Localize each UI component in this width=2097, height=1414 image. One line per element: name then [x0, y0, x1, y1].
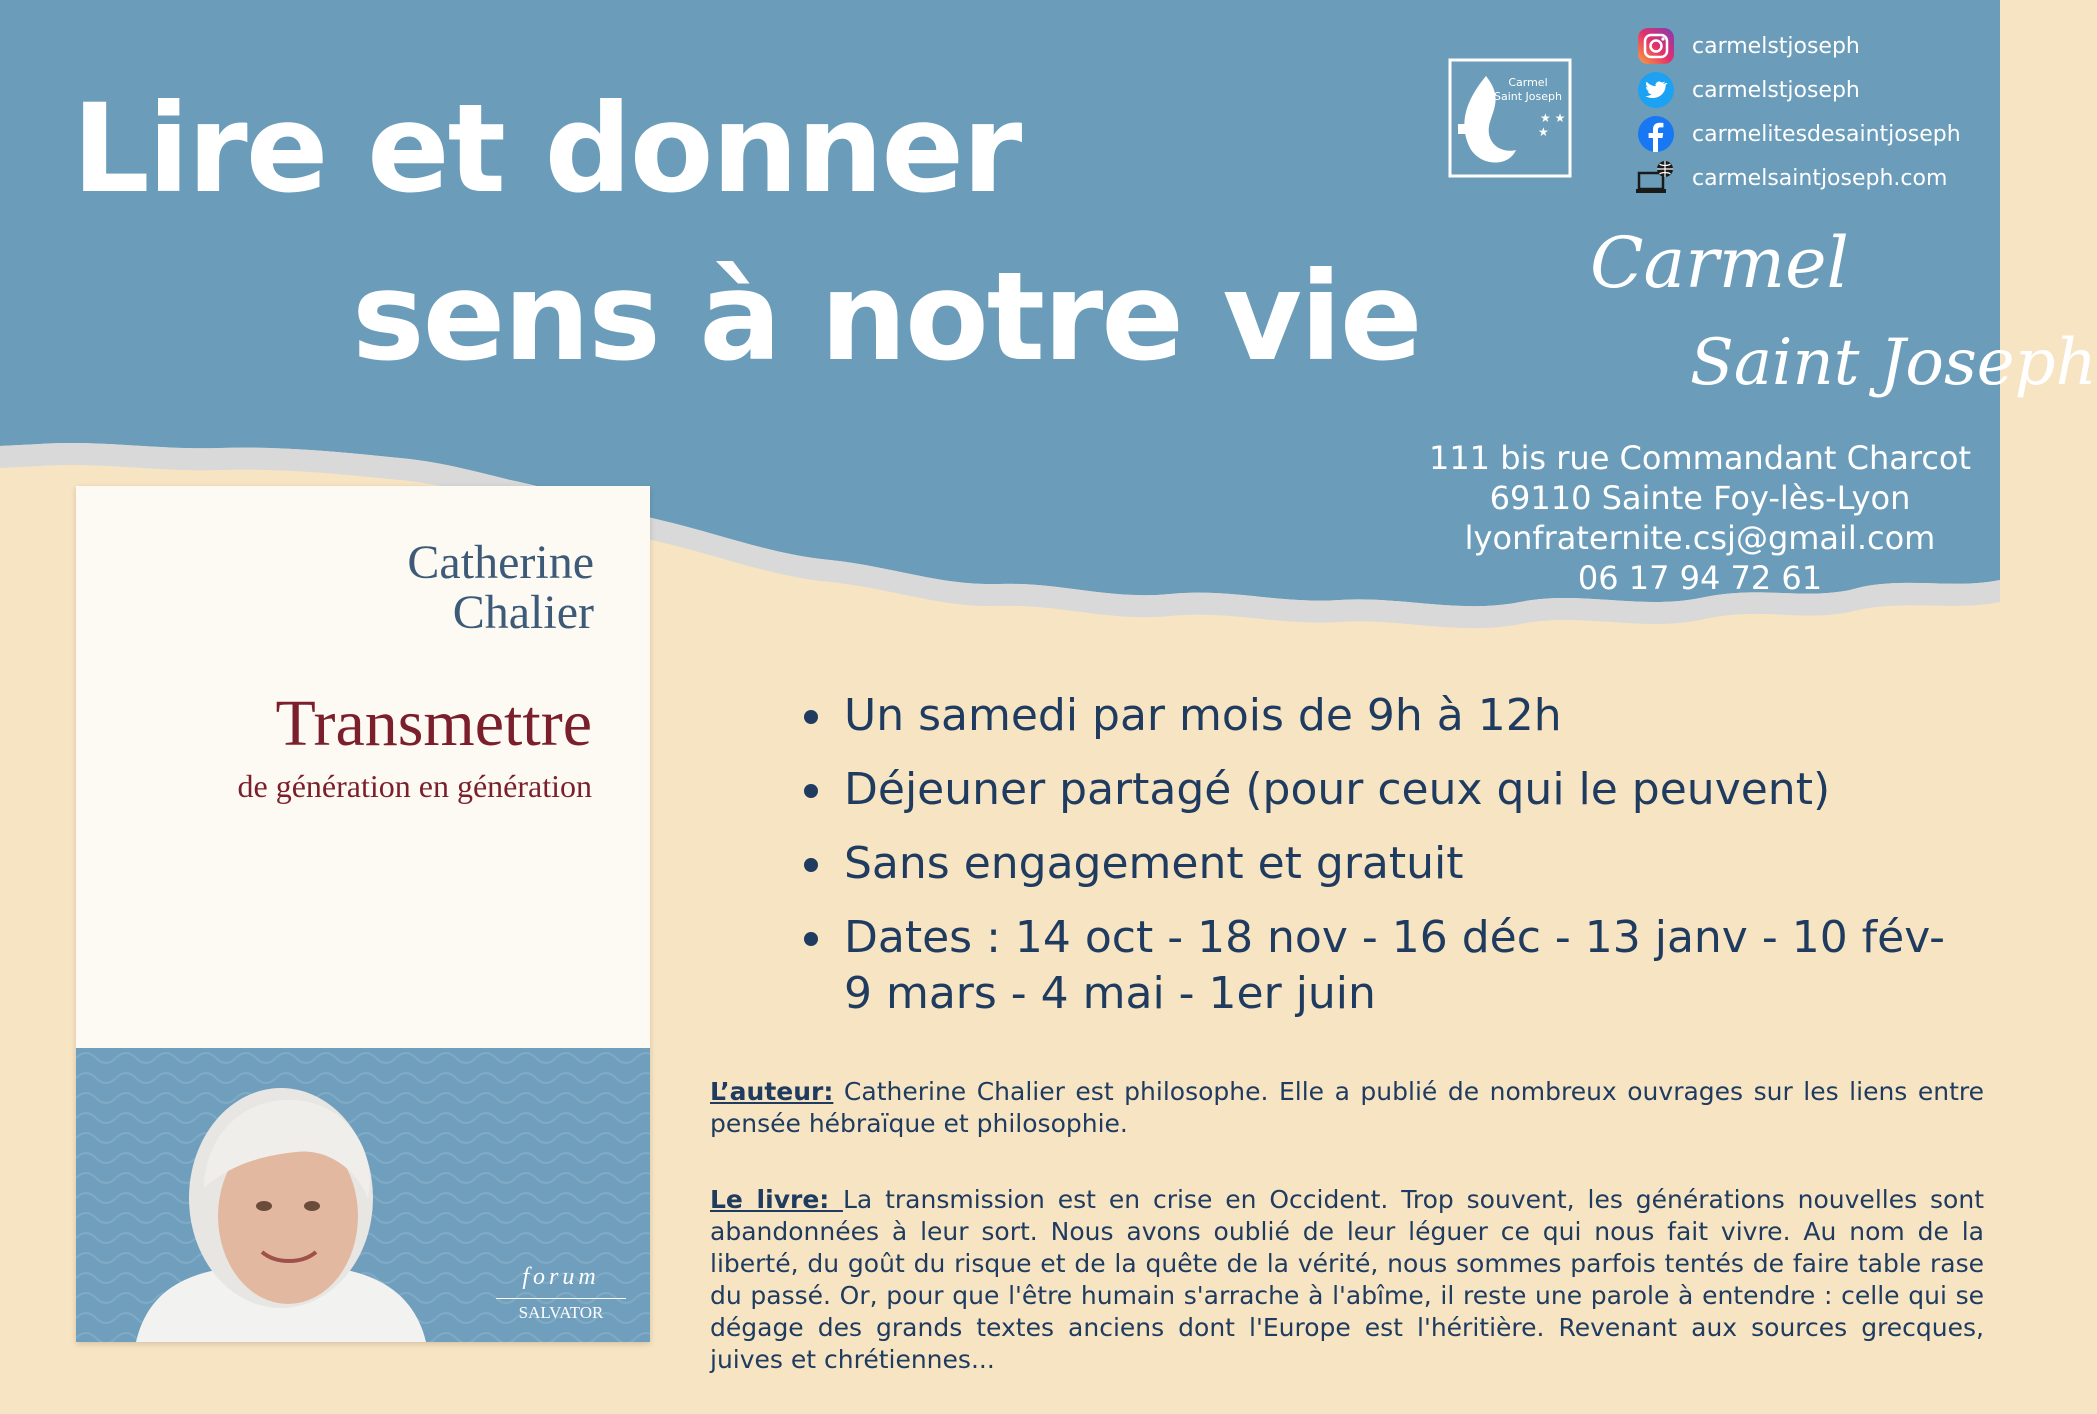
website-url: carmelsaintjoseph.com [1692, 165, 1948, 191]
contact-email[interactable]: lyonfraternite.csj@gmail.com [1464, 519, 1936, 557]
book-label: Le livre: [710, 1185, 843, 1214]
carmel-signature [1580, 210, 2097, 450]
social-links [1636, 24, 1996, 200]
twitter-handle: carmelstjoseph [1692, 77, 1860, 103]
facebook-icon [1636, 114, 1676, 154]
book-author-first: Catherine [407, 536, 594, 589]
author-text: Catherine Chalier est philosophe. Elle a publié de nombreux ouvrages sur les liens entre pensée hébraïque et philosophie. [710, 1077, 1984, 1138]
book-text: La transmission est en crise en Occident. Trop souvent, les générations nouvelles sont abandonnées à leur sort. Nous avons oublié de leur léguer ce qui nous fait vivre. Au nom de la liberté, du goût du risque et de la quête de la vérité, nous sommes parfois tentés de faire table rase du passé. Or, pour que l'être humain s'arrache à l'abîme, il reste une parole à entendre : celle qui se dégage des grands textes anciens dont l'Europe est l'héritière. Revenant aux sources grecques, juives et chrétiennes... [710, 1185, 1984, 1374]
book-title: Transmettre [275, 687, 592, 760]
book-cover [76, 486, 650, 1342]
facebook-handle: carmelitesdesaintjoseph [1692, 121, 1961, 147]
contact-address [1410, 438, 1990, 598]
social-link-instagram[interactable] [1636, 24, 1996, 68]
carmel-logo [1440, 56, 1580, 184]
social-link-twitter[interactable] [1636, 68, 1996, 112]
social-link-website[interactable] [1636, 156, 1996, 200]
book-description [710, 1184, 1984, 1376]
author-description [710, 1076, 1984, 1140]
page-title-line-2: sens à notre vie [352, 246, 1421, 388]
list-item: Un samedi par mois de 9h à 12h [800, 688, 1980, 744]
book-subtitle: de génération en génération [237, 768, 592, 804]
logo-text-2: Saint Joseph [1494, 90, 1562, 103]
address-street: 111 bis rue Commandant Charcot [1428, 439, 1972, 477]
svg-text:★ ★: ★ ★ [1540, 111, 1566, 125]
twitter-icon [1636, 70, 1676, 110]
svg-text:★: ★ [1538, 125, 1549, 139]
web-icon [1636, 158, 1676, 198]
list-item: Sans engagement et gratuit [800, 836, 1980, 892]
signature-line-2: Saint Joseph [1690, 326, 2097, 400]
book-collection: forum [522, 1264, 600, 1290]
book-author-last: Chalier [452, 586, 594, 639]
book-author [407, 538, 594, 638]
logo-text-1: Carmel [1508, 76, 1548, 89]
page-title-line-1: Lire et donner [72, 78, 1021, 220]
instagram-icon [1636, 26, 1676, 66]
address-city: 69110 Sainte Foy-lès-Lyon [1489, 479, 1911, 517]
contact-phone[interactable]: 06 17 94 72 61 [1577, 559, 1823, 597]
list-item-dates: Dates : 14 oct - 18 nov - 16 déc - 13 janv - 10 fév- 9 mars - 4 mai - 1er juin [800, 910, 1980, 1022]
book-publisher: SALVATOR [496, 1298, 626, 1323]
instagram-handle: carmelstjoseph [1692, 33, 1860, 59]
author-label: L’auteur: [710, 1077, 834, 1106]
list-item: Déjeuner partagé (pour ceux qui le peuvent) [800, 762, 1980, 818]
signature-line-1: Carmel [1590, 222, 1849, 304]
event-details-list [800, 688, 1980, 1040]
social-link-facebook[interactable] [1636, 112, 1996, 156]
